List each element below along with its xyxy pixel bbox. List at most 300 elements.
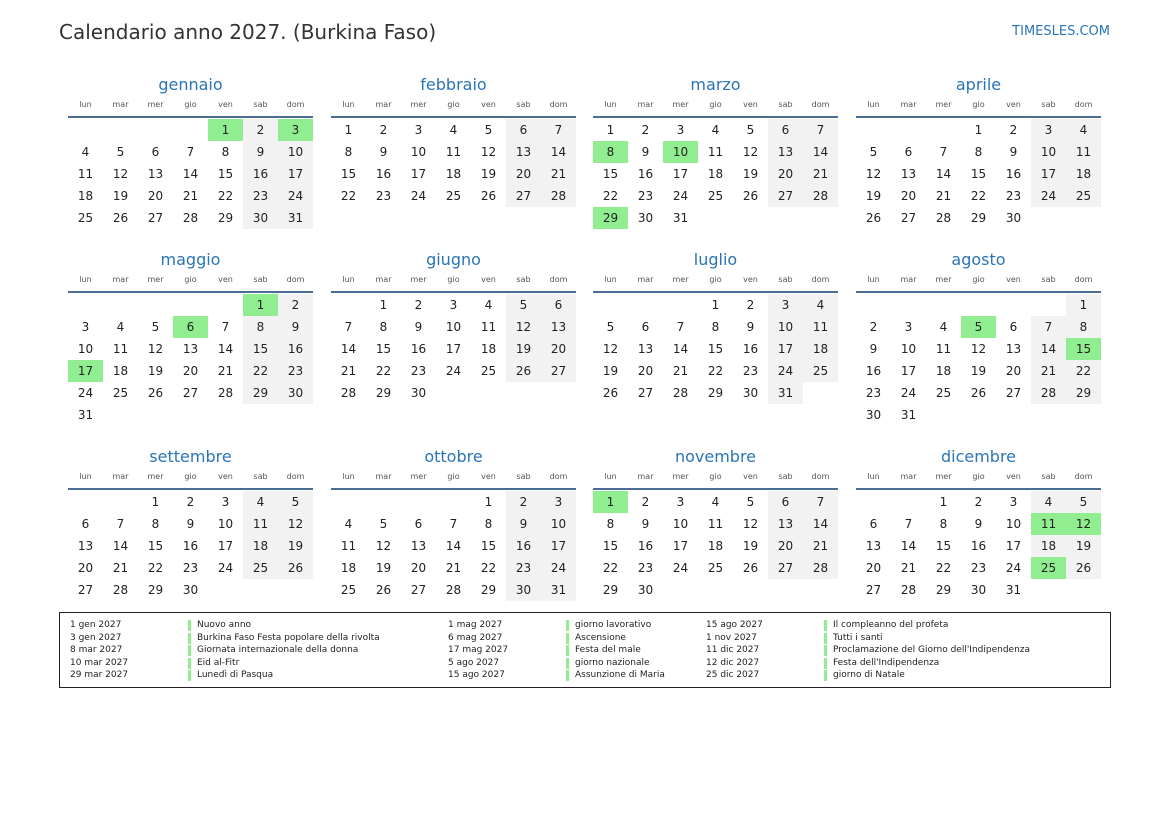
month-divider (593, 291, 838, 293)
day-cell: 28 (112, 583, 129, 597)
day-cell: 16 (375, 167, 392, 181)
legend-holiday-name: Lunedì di Pasqua (197, 670, 274, 680)
day-cell: 7 (449, 517, 458, 531)
month-title: aprile (955, 75, 1002, 94)
weekday-label: mer (147, 472, 164, 481)
weekend-day-cell: 30 (278, 382, 313, 404)
weekend-day-cell: 16 (243, 163, 278, 185)
weekday-header (593, 98, 838, 114)
day-cell: 12 (742, 517, 759, 531)
day-cell: 31 (1005, 583, 1022, 597)
brand-link[interactable]: TIMESLES.COM (1012, 24, 1110, 39)
week-row (331, 185, 576, 207)
day-cell: 21 (900, 561, 917, 575)
day-cell: 2 (379, 123, 388, 137)
day-cell: 19 (602, 364, 619, 378)
weekday-label: mar (112, 100, 129, 109)
weekend-day-cell: 30 (243, 207, 278, 229)
weekday-label: sab (253, 100, 268, 109)
month-title: giugno (426, 250, 481, 269)
day-cell: 6 (1009, 320, 1018, 334)
weekend-day-cell: 8 (243, 316, 278, 338)
weekend-day-cell: 14 (803, 513, 838, 535)
legend-holiday-name: Proclamazione del Giorno dell'Indipendenza (833, 645, 1031, 655)
empty-day-cell (331, 491, 366, 513)
weekday-label: dom (811, 100, 830, 109)
week-row (68, 316, 313, 338)
empty-day-cell (1066, 207, 1101, 229)
week-row (856, 119, 1101, 141)
day-cell: 21 (182, 189, 199, 203)
weekend-day-cell: 20 (768, 535, 803, 557)
empty-day-cell (1031, 579, 1066, 601)
week-row (593, 557, 838, 579)
day-cell: 7 (676, 320, 685, 334)
legend-item (448, 657, 665, 670)
day-cell: 11 (112, 342, 129, 356)
month-giugno (331, 250, 576, 404)
day-cell: 28 (217, 386, 234, 400)
empty-day-cell (803, 207, 838, 229)
legend-holiday-name: Il compleanno del profeta (833, 620, 949, 630)
day-cell: 20 (637, 364, 654, 378)
day-cell: 27 (77, 583, 94, 597)
legend-date: 15 ago 2027 (706, 620, 763, 630)
weekday-label: dom (286, 100, 305, 109)
weekday-label: sab (1041, 472, 1056, 481)
day-cell: 16 (182, 539, 199, 553)
month-divider (331, 488, 576, 490)
empty-day-cell (996, 294, 1031, 316)
legend-holiday-name: Nuovo anno (197, 620, 252, 630)
holiday-day-cell: 15 (1066, 338, 1101, 360)
week-row (856, 535, 1101, 557)
day-cell: 11 (707, 517, 724, 531)
holiday-day-cell: 3 (278, 119, 313, 141)
day-cell: 4 (711, 123, 720, 137)
month-title: luglio (693, 250, 738, 269)
week-row (68, 141, 313, 163)
weekend-day-cell: 19 (506, 338, 541, 360)
day-cell: 22 (602, 189, 619, 203)
day-cell: 6 (641, 320, 650, 334)
day-cell: 14 (182, 167, 199, 181)
weekend-day-cell: 28 (803, 557, 838, 579)
month-title: maggio (160, 250, 221, 269)
day-cell: 21 (935, 189, 952, 203)
day-cell: 30 (970, 583, 987, 597)
weekend-day-cell: 27 (506, 185, 541, 207)
weekend-day-cell: 20 (506, 163, 541, 185)
weekday-label: lun (342, 472, 355, 481)
weekday-label: mar (375, 472, 392, 481)
weekend-day-cell: 4 (803, 294, 838, 316)
holiday-marker (566, 658, 569, 669)
legend-item (706, 632, 1030, 645)
day-cell: 3 (676, 495, 685, 509)
legend-date: 15 ago 2027 (448, 670, 505, 680)
legend-date: 10 mar 2027 (70, 657, 129, 668)
week-row (593, 579, 838, 601)
weekday-label: gio (184, 275, 197, 284)
weekday-label: ven (1006, 472, 1021, 481)
day-cell: 20 (865, 561, 882, 575)
day-cell: 26 (970, 386, 987, 400)
day-cell: 8 (939, 517, 948, 531)
weekday-label: ven (218, 100, 233, 109)
weekday-label: dom (549, 275, 568, 284)
weekday-label: mer (672, 275, 689, 284)
day-cell: 31 (77, 408, 94, 422)
day-cell: 27 (1005, 386, 1022, 400)
day-cell: 24 (77, 386, 94, 400)
weekday-label: mar (900, 472, 917, 481)
day-cell: 8 (221, 145, 230, 159)
month-title: agosto (951, 250, 1006, 269)
legend-item (706, 657, 1030, 670)
weekday-label: gio (709, 275, 722, 284)
day-cell: 2 (186, 495, 195, 509)
week-row (68, 360, 313, 382)
weekend-day-cell: 23 (243, 185, 278, 207)
day-cell: 30 (1005, 211, 1022, 225)
day-cell: 13 (865, 539, 882, 553)
day-cell: 17 (445, 342, 462, 356)
week-row (856, 163, 1101, 185)
holiday-day-cell: 8 (593, 141, 628, 163)
empty-day-cell (208, 404, 243, 426)
weekend-day-cell: 5 (278, 491, 313, 513)
legend-date: 12 dic 2027 (706, 657, 760, 668)
weekend-day-cell: 3 (768, 294, 803, 316)
day-cell: 7 (116, 517, 125, 531)
day-cell: 29 (970, 211, 987, 225)
weekday-label: gio (447, 275, 460, 284)
weekday-label: lun (867, 275, 880, 284)
empty-day-cell (471, 382, 506, 404)
day-cell: 2 (1009, 123, 1018, 137)
day-cell: 18 (707, 539, 724, 553)
empty-day-cell (68, 294, 103, 316)
legend-item (448, 632, 665, 645)
day-cell: 11 (445, 145, 462, 159)
weekend-day-cell: 23 (278, 360, 313, 382)
day-cell: 9 (641, 517, 650, 531)
empty-day-cell (926, 294, 961, 316)
week-row (856, 557, 1101, 579)
legend-column (706, 619, 1030, 682)
day-cell: 25 (77, 211, 94, 225)
day-cell: 4 (81, 145, 90, 159)
weekday-label: ven (1006, 275, 1021, 284)
weekend-day-cell: 8 (1066, 316, 1101, 338)
day-cell: 2 (974, 495, 983, 509)
weekday-label: sab (1041, 275, 1056, 284)
weekend-day-cell: 24 (768, 360, 803, 382)
weekend-day-cell: 18 (1066, 163, 1101, 185)
day-cell: 23 (742, 364, 759, 378)
day-cell: 18 (707, 167, 724, 181)
day-cell: 15 (707, 342, 724, 356)
day-cell: 17 (1005, 539, 1022, 553)
weekend-day-cell: 19 (278, 535, 313, 557)
weekday-label: mer (672, 472, 689, 481)
empty-day-cell (68, 119, 103, 141)
day-cell: 29 (147, 583, 164, 597)
weekend-day-cell: 4 (243, 491, 278, 513)
weekday-label: lun (342, 100, 355, 109)
weekend-day-cell: 15 (243, 338, 278, 360)
weekend-day-cell: 5 (1066, 491, 1101, 513)
day-cell: 4 (711, 495, 720, 509)
holiday-marker (188, 633, 191, 644)
weekday-label: mar (375, 100, 392, 109)
day-cell: 8 (379, 320, 388, 334)
day-cell: 3 (676, 123, 685, 137)
weekday-header (856, 273, 1101, 289)
weekday-header (68, 98, 313, 114)
day-cell: 12 (602, 342, 619, 356)
day-cell: 21 (112, 561, 129, 575)
day-cell: 12 (147, 342, 164, 356)
empty-day-cell (891, 491, 926, 513)
weekday-label: dom (286, 275, 305, 284)
week-row (593, 513, 838, 535)
day-cell: 30 (742, 386, 759, 400)
legend-item (70, 632, 380, 645)
weekend-day-cell: 26 (506, 360, 541, 382)
week-row (593, 382, 838, 404)
empty-day-cell (506, 382, 541, 404)
day-cell: 14 (112, 539, 129, 553)
weekend-day-cell: 6 (506, 119, 541, 141)
empty-day-cell (663, 294, 698, 316)
weekday-label: mar (112, 472, 129, 481)
weekend-day-cell: 10 (1031, 141, 1066, 163)
day-cell: 18 (77, 189, 94, 203)
empty-day-cell (856, 491, 891, 513)
weekday-label: mer (935, 100, 952, 109)
empty-day-cell (856, 294, 891, 316)
month-divider (331, 291, 576, 293)
holiday-day-cell: 25 (1031, 557, 1066, 579)
weekend-day-cell: 25 (803, 360, 838, 382)
weekend-day-cell: 4 (1031, 491, 1066, 513)
day-cell: 9 (1009, 145, 1018, 159)
empty-day-cell (541, 382, 576, 404)
week-row (593, 185, 838, 207)
empty-day-cell (1031, 294, 1066, 316)
weekday-label: lun (79, 472, 92, 481)
weekday-label: lun (79, 100, 92, 109)
holiday-marker (824, 620, 827, 631)
week-row (593, 338, 838, 360)
month-title: febbraio (420, 75, 487, 94)
weekend-day-cell: 1 (1066, 294, 1101, 316)
month-divider (593, 488, 838, 490)
empty-day-cell (68, 491, 103, 513)
holiday-day-cell: 1 (243, 294, 278, 316)
day-cell: 26 (112, 211, 129, 225)
weekday-header (593, 470, 838, 486)
empty-day-cell (1066, 579, 1101, 601)
day-cell: 23 (375, 189, 392, 203)
day-cell: 28 (900, 583, 917, 597)
month-luglio (593, 250, 838, 404)
weekend-day-cell: 31 (541, 579, 576, 601)
day-cell: 25 (340, 583, 357, 597)
weekend-day-cell: 12 (278, 513, 313, 535)
day-cell: 12 (375, 539, 392, 553)
legend-item (70, 669, 380, 682)
empty-day-cell (628, 294, 663, 316)
day-cell: 5 (746, 123, 755, 137)
empty-day-cell (173, 404, 208, 426)
day-cell: 7 (186, 145, 195, 159)
weekend-day-cell: 24 (278, 185, 313, 207)
day-cell: 26 (742, 561, 759, 575)
weekend-day-cell: 22 (243, 360, 278, 382)
empty-day-cell (768, 207, 803, 229)
holiday-marker (566, 670, 569, 681)
weekend-day-cell: 2 (243, 119, 278, 141)
day-cell: 24 (1005, 561, 1022, 575)
legend-item (706, 644, 1030, 657)
month-dicembre (856, 447, 1101, 601)
day-cell: 5 (379, 517, 388, 531)
day-cell: 19 (147, 364, 164, 378)
day-cell: 1 (151, 495, 160, 509)
weekday-label: lun (342, 275, 355, 284)
empty-day-cell (138, 294, 173, 316)
legend-date: 25 dic 2027 (706, 670, 760, 680)
weekday-label: mer (147, 100, 164, 109)
week-row (331, 557, 576, 579)
day-cell: 30 (637, 583, 654, 597)
day-cell: 22 (375, 364, 392, 378)
weekday-header (856, 98, 1101, 114)
holiday-day-cell: 1 (593, 491, 628, 513)
day-cell: 10 (77, 342, 94, 356)
day-cell: 15 (217, 167, 234, 181)
page-title: Calendario anno 2027. (Burkina Faso) (59, 20, 437, 44)
weekend-day-cell: 12 (506, 316, 541, 338)
day-cell: 24 (900, 386, 917, 400)
empty-day-cell (926, 404, 961, 426)
day-cell: 8 (606, 517, 615, 531)
day-cell: 14 (900, 539, 917, 553)
day-cell: 17 (900, 364, 917, 378)
day-cell: 6 (414, 517, 423, 531)
weekday-label: sab (1041, 100, 1056, 109)
weekday-header (68, 470, 313, 486)
weekday-label: dom (1074, 100, 1093, 109)
weekend-day-cell: 9 (506, 513, 541, 535)
day-cell: 22 (707, 364, 724, 378)
weekday-label: ven (218, 275, 233, 284)
holiday-day-cell: 11 (1031, 513, 1066, 535)
weekday-label: lun (604, 100, 617, 109)
day-cell: 31 (900, 408, 917, 422)
weekend-day-cell: 25 (1066, 185, 1101, 207)
empty-day-cell (1031, 404, 1066, 426)
empty-day-cell (331, 294, 366, 316)
weekend-day-cell: 4 (1066, 119, 1101, 141)
day-cell: 20 (1005, 364, 1022, 378)
day-cell: 26 (865, 211, 882, 225)
day-cell: 16 (637, 167, 654, 181)
day-cell: 11 (707, 145, 724, 159)
holiday-marker (824, 633, 827, 644)
weekday-label: mer (147, 275, 164, 284)
day-cell: 12 (480, 145, 497, 159)
day-cell: 21 (672, 364, 689, 378)
day-cell: 22 (970, 189, 987, 203)
week-row (856, 579, 1101, 601)
weekend-day-cell: 7 (1031, 316, 1066, 338)
week-row (331, 491, 576, 513)
weekday-label: ven (743, 275, 758, 284)
weekend-day-cell: 6 (541, 294, 576, 316)
legend-item (448, 644, 665, 657)
week-row (593, 316, 838, 338)
week-row (856, 207, 1101, 229)
day-cell: 15 (480, 539, 497, 553)
week-row (331, 360, 576, 382)
day-cell: 17 (672, 167, 689, 181)
weekend-day-cell: 17 (768, 338, 803, 360)
day-cell: 16 (410, 342, 427, 356)
legend-item (70, 657, 380, 670)
week-row (68, 119, 313, 141)
day-cell: 3 (904, 320, 913, 334)
holiday-marker (188, 620, 191, 631)
month-divider (856, 291, 1101, 293)
month-divider (331, 116, 576, 118)
day-cell: 14 (445, 539, 462, 553)
empty-day-cell (663, 579, 698, 601)
weekend-day-cell: 13 (506, 141, 541, 163)
weekday-label: dom (286, 472, 305, 481)
weekend-day-cell: 10 (541, 513, 576, 535)
day-cell: 20 (147, 189, 164, 203)
day-cell: 6 (869, 517, 878, 531)
weekend-day-cell: 21 (803, 163, 838, 185)
day-cell: 27 (900, 211, 917, 225)
weekend-day-cell: 14 (1031, 338, 1066, 360)
weekday-label: ven (1006, 100, 1021, 109)
weekday-label: lun (604, 275, 617, 284)
week-row (593, 360, 838, 382)
day-cell: 18 (935, 364, 952, 378)
day-cell: 13 (410, 539, 427, 553)
weekend-day-cell: 14 (541, 141, 576, 163)
month-title: marzo (690, 75, 741, 94)
day-cell: 12 (742, 145, 759, 159)
weekend-day-cell: 27 (541, 360, 576, 382)
weekday-label: dom (811, 275, 830, 284)
weekday-label: ven (481, 275, 496, 284)
weekday-label: gio (709, 472, 722, 481)
empty-day-cell (891, 294, 926, 316)
week-row (68, 535, 313, 557)
weekday-label: sab (778, 472, 793, 481)
week-row (856, 360, 1101, 382)
week-row (856, 141, 1101, 163)
week-row (593, 294, 838, 316)
holiday-marker (566, 645, 569, 656)
day-cell: 19 (970, 364, 987, 378)
